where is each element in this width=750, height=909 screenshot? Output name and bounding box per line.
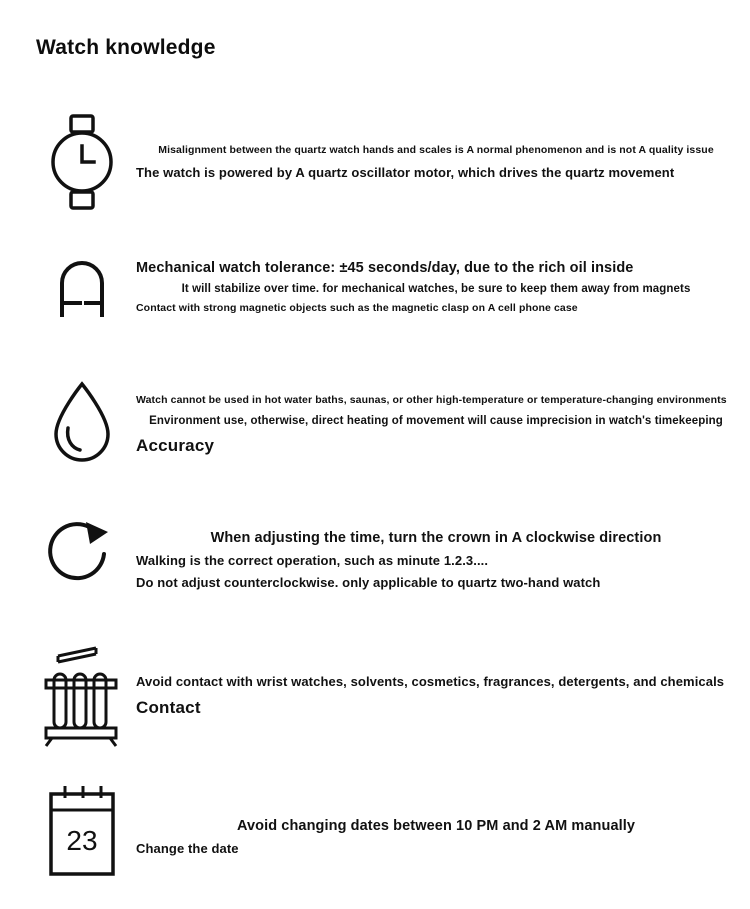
section-line: Mechanical watch tolerance: ±45 seconds/day, due to the rich oil inside [136,260,634,276]
section-quartz-text [136,144,736,180]
section-line: Walking is the correct operation, such as minute 1.2.3.... [136,553,489,568]
section-chemicals-text [136,674,736,718]
section-line: Misalignment between the quartz watch hands and scales is A normal phenomenon and is not A quality issue [158,144,714,156]
section-line: Do not adjust counterclockwise. only applicable to quartz two-hand watch [136,575,601,590]
section-line: Contact with strong magnetic objects such as the magnetic clasp on A cell phone case [136,302,578,314]
section-line: When adjusting the time, turn the crown in A clockwise direction [210,530,662,546]
test-tubes-icon [36,640,128,750]
calendar-day: 23 [66,825,98,856]
section-heading: Contact [136,698,201,717]
calendar-icon [36,782,128,882]
watch-icon [36,112,128,212]
section-line: Environment use, otherwise, direct heating of movement will cause imprecision in watch's timekeeping [149,415,723,427]
section-magnet-text [136,260,736,314]
section-line: Watch cannot be used in hot water baths, saunas, or other high-temperature or temperature-changing environments [136,394,727,406]
magnet-icon [36,248,128,334]
section-line: Avoid contact with wrist watches, solvents, cosmetics, fragrances, detergents, and chemicals [136,674,725,689]
section-date-text [136,818,736,856]
section-line: It will stabilize over time. for mechanical watches, be sure to keep them away from magnets [181,283,691,295]
section-crown-text [136,530,736,590]
clockwise-arrow-icon [36,510,128,604]
section-heading: Accuracy [136,436,215,455]
section-water-text [136,394,736,456]
section-line: The watch is powered by A quartz oscillator motor, which drives the quartz movement [136,165,675,180]
section-line: Change the date [136,841,239,856]
page-title: Watch knowledge [36,36,216,59]
section-line: Avoid changing dates between 10 PM and 2 AM manually [236,818,636,834]
water-drop-icon [36,378,128,466]
